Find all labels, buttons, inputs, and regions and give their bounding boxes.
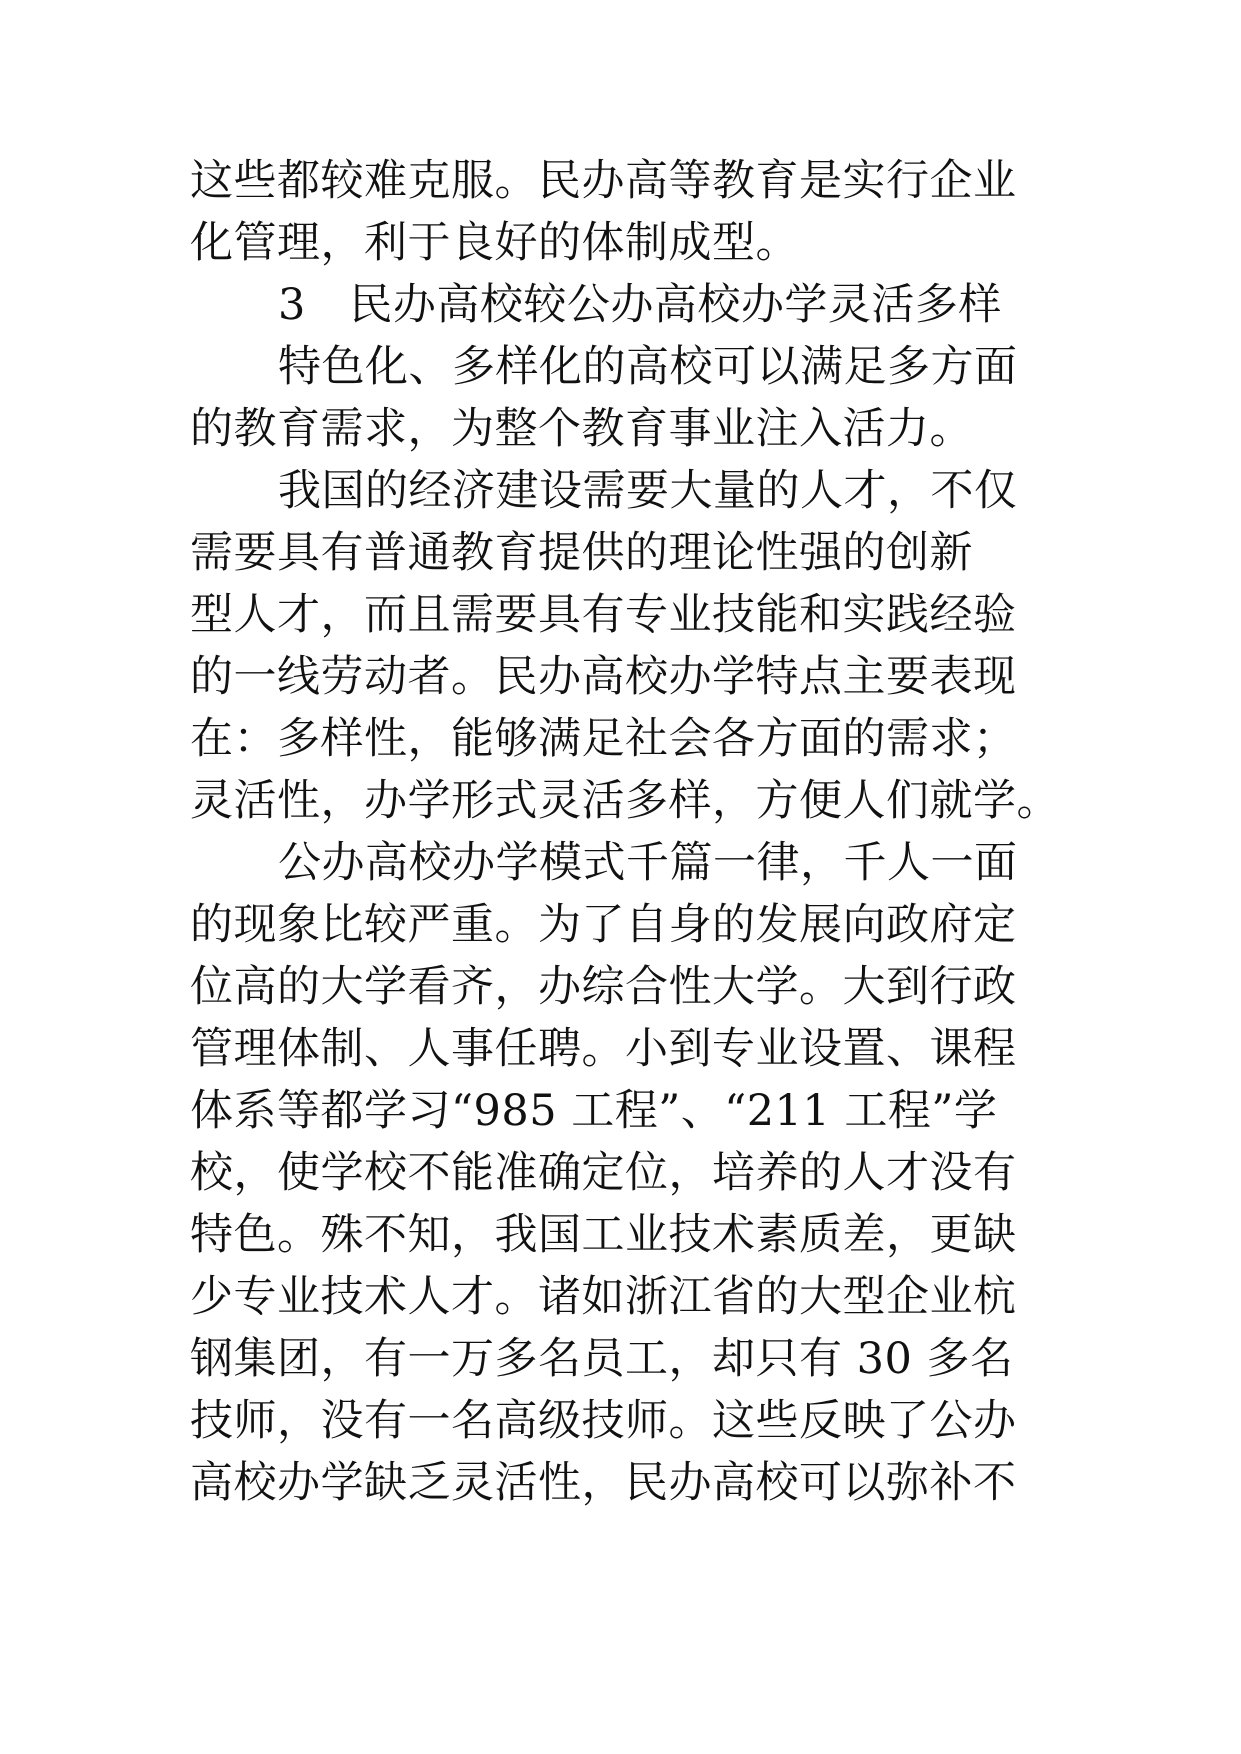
text-line: 校，使学校不能准确定位，培养的人才没有 bbox=[190, 1148, 1017, 1198]
text-line: 3 民办高校较公办高校办学灵活多样 bbox=[278, 280, 1002, 330]
body-text bbox=[190, 150, 1070, 1514]
text-line: 体系等都学习“985 工程”、“211 工程”学 bbox=[190, 1086, 998, 1136]
text-line: 我国的经济建设需要大量的人才，不仅 bbox=[278, 466, 1018, 516]
text-line: 的现象比较严重。为了自身的发展向政府定 bbox=[190, 900, 1017, 950]
text-line: 的一线劳动者。民办高校办学特点主要表现 bbox=[190, 652, 1017, 702]
text-line: 高校办学缺乏灵活性，民办高校可以弥补不 bbox=[190, 1458, 1017, 1508]
text-line: 化管理，利于良好的体制成型。 bbox=[190, 218, 799, 268]
text-line: 少专业技术人才。诸如浙江省的大型企业杭 bbox=[190, 1272, 1017, 1322]
text-line: 公办高校办学模式千篇一律，千人一面 bbox=[278, 838, 1018, 888]
text-line: 技师，没有一名高级技师。这些反映了公办 bbox=[190, 1396, 1017, 1446]
text-line: 位高的大学看齐，办综合性大学。大到行政 bbox=[190, 962, 1017, 1012]
text-line: 的教育需求，为整个教育事业注入活力。 bbox=[190, 404, 973, 454]
text-line: 管理体制、人事任聘。小到专业设置、课程 bbox=[190, 1024, 1017, 1074]
text-line: 在：多样性，能够满足社会各方面的需求； bbox=[190, 714, 1017, 764]
text-line: 特色化、多样化的高校可以满足多方面 bbox=[278, 342, 1018, 392]
text-line: 钢集团，有一万多名员工，却只有 30 多名 bbox=[190, 1334, 1014, 1384]
text-line: 型人才，而且需要具有专业技能和实践经验 bbox=[190, 590, 1017, 640]
text-line: 特色。殊不知，我国工业技术素质差，更缺 bbox=[190, 1210, 1017, 1260]
text-line: 需要具有普通教育提供的理论性强的创新 bbox=[190, 528, 973, 578]
text-line: 这些都较难克服。民办高等教育是实行企业 bbox=[190, 156, 1017, 206]
text-line: 灵活性，办学形式灵活多样，方便人们就学。 bbox=[190, 776, 1060, 826]
